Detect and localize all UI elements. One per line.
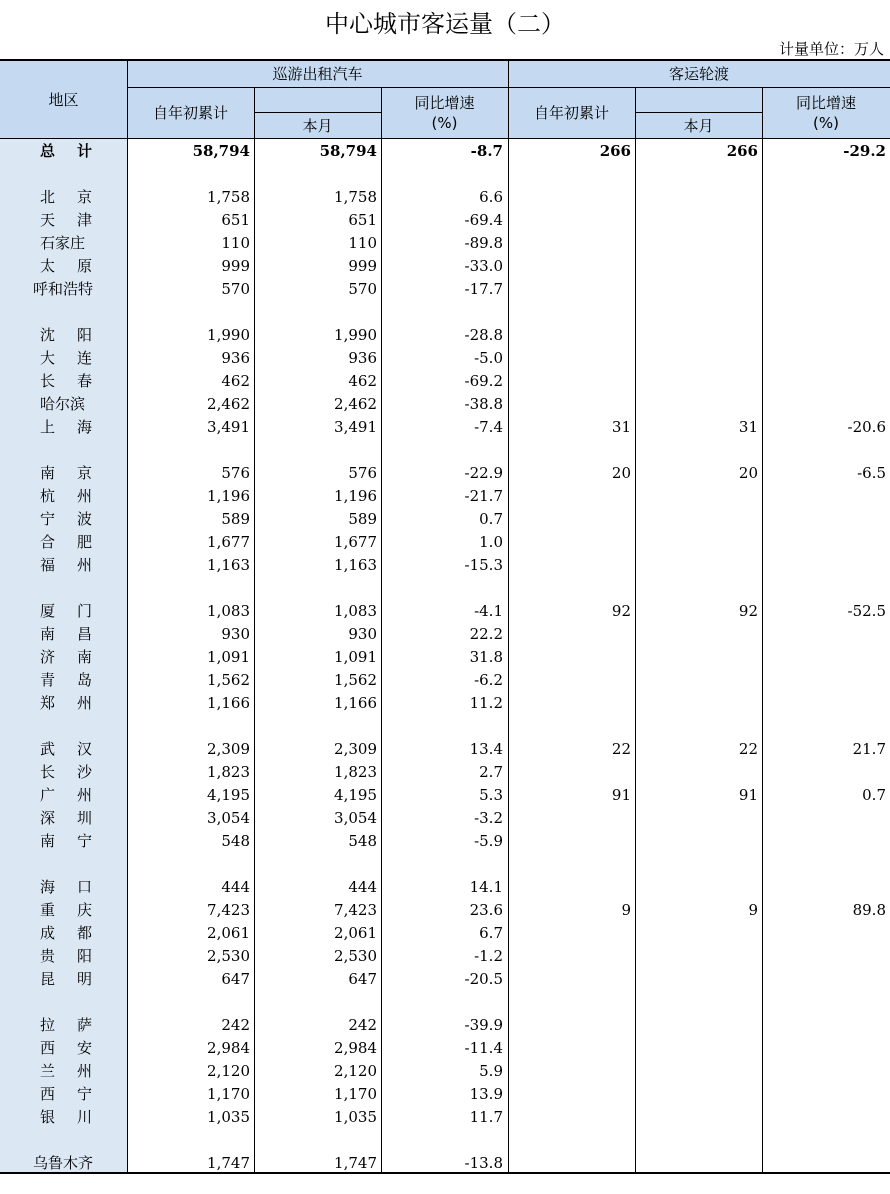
cell-b: 999 [348, 257, 377, 275]
cell-b: 2,530 [334, 947, 377, 965]
cell-b: 1,035 [334, 1108, 377, 1126]
table-row: 深 圳 3,054 3,054 -3.2 [40, 809, 503, 827]
cell-c: 6.6 [479, 188, 503, 206]
header-ferry-ytd-label: 自年初累计 [533, 103, 609, 122]
cell-f: -6.5 [857, 464, 886, 482]
cell-f: -29.2 [843, 142, 886, 160]
cell-c: -28.8 [464, 326, 503, 344]
cell-e: 266 [726, 142, 758, 160]
cell-b: 110 [348, 234, 377, 252]
cell-a: 570 [221, 280, 250, 298]
cell-c: 11.7 [469, 1108, 503, 1126]
cell-a: 999 [221, 257, 250, 275]
cell-a: 1,677 [207, 533, 250, 551]
cell-f: -52.5 [847, 602, 886, 620]
cell-b: 548 [348, 832, 377, 850]
table-row: 太 原 999 999 -33.0 [40, 257, 503, 275]
cell-a: 242 [221, 1016, 250, 1034]
cell-b: 242 [348, 1016, 377, 1034]
rule-top [0, 59, 890, 61]
cell-b: 1,990 [334, 326, 377, 344]
cell-f: 0.7 [862, 786, 886, 804]
header-ferry-yoy [762, 87, 890, 138]
cell-b: 1,196 [334, 487, 377, 505]
cell-a: 651 [221, 211, 250, 229]
cell-a: 2,984 [207, 1039, 250, 1057]
cell-b: 2,462 [334, 395, 377, 413]
table-row: 昆 明 647 647 -20.5 [40, 970, 503, 988]
cell-b: 1,562 [334, 671, 377, 689]
cell-c: -1.2 [474, 947, 503, 965]
table-row: 宁 波 589 589 0.7 [40, 510, 503, 528]
table-row: 武 汉 2,309 2,309 13.4 22 22 21.7 [40, 740, 886, 758]
cell-a: 1,990 [207, 326, 250, 344]
cell-c: -69.2 [464, 372, 503, 390]
table-row: 总 计 58,794 58,794 -8.7 266 266 -29.2 [40, 142, 886, 160]
cell-b: 930 [348, 625, 377, 643]
cell-c: -21.7 [464, 487, 503, 505]
cell-b: 3,054 [334, 809, 377, 827]
cell-d: 22 [611, 740, 631, 758]
cell-b: 1,170 [334, 1085, 377, 1103]
cell-a: 4,195 [207, 786, 250, 804]
header-taxi-ytd-label: 自年初累计 [152, 103, 228, 122]
cell-e: 20 [738, 464, 758, 482]
cell-d: 91 [611, 786, 631, 804]
header-ferry-yoy-pct: (%) [813, 113, 839, 132]
cell-b: 570 [348, 280, 377, 298]
cell-c: -15.3 [464, 556, 503, 574]
cell-c: 23.6 [469, 901, 503, 919]
header-taxi-yoy-pct: (%) [431, 113, 458, 132]
cell-c: -38.8 [464, 395, 503, 413]
cell-f: 89.8 [852, 901, 886, 919]
cell-a: 1,163 [207, 556, 250, 574]
table-row: 福 州 1,163 1,163 -15.3 [40, 556, 503, 574]
cell-d: 266 [599, 142, 631, 160]
cell-a: 930 [221, 625, 250, 643]
cell-a: 2,462 [207, 395, 250, 413]
header-taxi-month [254, 113, 381, 138]
cell-c: 13.4 [469, 740, 503, 758]
cell-d: 31 [611, 418, 631, 436]
cell-c: 13.9 [469, 1085, 503, 1103]
cell-b: 1,163 [334, 556, 377, 574]
table-row: 杭 州 1,196 1,196 -21.7 [40, 487, 503, 505]
table-row: 成 都 2,061 2,061 6.7 [40, 924, 503, 942]
table-row: 郑 州 1,166 1,166 11.2 [40, 694, 503, 712]
cell-b: 444 [348, 878, 377, 896]
cell-c: -4.1 [474, 602, 503, 620]
header-ferry [508, 61, 890, 87]
cell-a: 110 [221, 234, 250, 252]
cell-b: 2,984 [334, 1039, 377, 1057]
cell-b: 576 [348, 464, 377, 482]
cell-b: 58,794 [319, 142, 377, 160]
cell-c: 2.7 [479, 763, 503, 781]
cell-e: 91 [738, 786, 758, 804]
cell-c: -3.2 [474, 809, 503, 827]
table-row: 厦 门 1,083 1,083 -4.1 92 92 -52.5 [40, 602, 886, 620]
table-row: 长 春 462 462 -69.2 [40, 372, 503, 390]
cell-a: 2,530 [207, 947, 250, 965]
cell-b: 1,166 [334, 694, 377, 712]
cell-b: 2,120 [334, 1062, 377, 1080]
table-row: 沈 阳 1,990 1,990 -28.8 [40, 326, 503, 344]
cell-b: 1,677 [334, 533, 377, 551]
cell-a: 2,120 [207, 1062, 250, 1080]
header-ferry-gap [635, 87, 762, 113]
header-ferry-label: 客运轮渡 [668, 65, 729, 83]
cell-c: -33.0 [464, 257, 503, 275]
table-row: 哈尔滨 2,462 2,462 -38.8 [40, 395, 503, 413]
cell-a: 1,035 [207, 1108, 250, 1126]
cell-a: 2,061 [207, 924, 250, 942]
cell-a: 1,083 [207, 602, 250, 620]
cell-e: 31 [738, 418, 758, 436]
header-ferry-month-label: 本月 [683, 116, 714, 135]
cell-b: 1,083 [334, 602, 377, 620]
unit-label: 计量单位：万人 [778, 40, 884, 58]
cell-b: 2,061 [334, 924, 377, 942]
cell-a: 1,562 [207, 671, 250, 689]
cell-d: 92 [611, 602, 631, 620]
table-row: 银 川 1,035 1,035 11.7 [40, 1108, 503, 1126]
table-row: 合 肥 1,677 1,677 1.0 [40, 533, 503, 551]
cell-c: -8.7 [470, 142, 503, 160]
cell-a: 3,054 [207, 809, 250, 827]
cell-c: 11.2 [469, 694, 503, 712]
page-title: 中心城市客运量（二） [325, 10, 565, 38]
cell-c: 5.9 [479, 1062, 503, 1080]
table-row: 北 京 1,758 1,758 6.6 [40, 188, 503, 206]
header-taxi-yoy-label: 同比增速 [414, 93, 475, 112]
header-taxi-month-label: 本月 [302, 116, 333, 135]
cell-d: 9 [621, 901, 631, 919]
cell-a: 589 [221, 510, 250, 528]
cell-c: -39.9 [464, 1016, 503, 1034]
cell-a: 3,491 [207, 418, 250, 436]
cell-c: 14.1 [469, 878, 503, 896]
cell-a: 1,823 [207, 763, 250, 781]
table-row: 呼和浩特 570 570 -17.7 [33, 280, 503, 298]
header-ferry-ytd [508, 87, 635, 138]
header-region-label: 地区 [48, 90, 79, 109]
cell-c: -11.4 [464, 1039, 503, 1057]
cell-c: -20.5 [464, 970, 503, 988]
cell-a: 1,747 [207, 1154, 250, 1172]
cell-c: -89.8 [464, 234, 503, 252]
cell-a: 58,794 [192, 142, 250, 160]
cell-c: -13.8 [464, 1154, 503, 1172]
table-row: 南 昌 930 930 22.2 [40, 625, 503, 643]
cell-a: 462 [221, 372, 250, 390]
cell-a: 2,309 [207, 740, 250, 758]
header-region [0, 61, 127, 138]
cell-c: 1.0 [479, 533, 503, 551]
rule-header-bottom [0, 138, 890, 139]
table-row: 长 沙 1,823 1,823 2.7 [40, 763, 503, 781]
cell-c: 0.7 [479, 510, 503, 528]
cell-c: -5.0 [474, 349, 503, 367]
cell-a: 647 [221, 970, 250, 988]
rule-header-2a [254, 112, 381, 113]
table-row: 青 岛 1,562 1,562 -6.2 [40, 671, 503, 689]
cell-e: 9 [748, 901, 758, 919]
cell-c: -6.2 [474, 671, 503, 689]
table-row: 上 海 3,491 3,491 -7.4 31 31 -20.6 [40, 418, 886, 436]
cell-b: 589 [348, 510, 377, 528]
header-taxi-yoy [381, 87, 508, 138]
cell-b: 1,747 [334, 1154, 377, 1172]
cell-b: 1,823 [334, 763, 377, 781]
cell-c: -7.4 [474, 418, 503, 436]
header-taxi [127, 61, 508, 87]
cell-a: 1,196 [207, 487, 250, 505]
header-taxi-gap [254, 87, 381, 113]
cell-b: 936 [348, 349, 377, 367]
cell-b: 1,758 [334, 188, 377, 206]
cell-d: 20 [611, 464, 631, 482]
cell-c: -17.7 [464, 280, 503, 298]
table-row: 西 宁 1,170 1,170 13.9 [40, 1085, 503, 1103]
table-row: 重 庆 7,423 7,423 23.6 9 9 89.8 [40, 901, 886, 919]
table-row: 石家庄 110 110 -89.8 [40, 234, 503, 252]
table-row: 济 南 1,091 1,091 31.8 [40, 648, 503, 666]
cell-c: 6.7 [479, 924, 503, 942]
table-row: 南 宁 548 548 -5.9 [40, 832, 503, 850]
cell-a: 1,091 [207, 648, 250, 666]
cell-a: 576 [221, 464, 250, 482]
cell-a: 444 [221, 878, 250, 896]
cell-a: 936 [221, 349, 250, 367]
cell-b: 651 [348, 211, 377, 229]
cell-c: 22.2 [469, 625, 503, 643]
cell-c: -22.9 [464, 464, 503, 482]
table-row: 兰 州 2,120 2,120 5.9 [40, 1062, 503, 1080]
cell-b: 2,309 [334, 740, 377, 758]
cell-f: 21.7 [852, 740, 886, 758]
cell-a: 1,170 [207, 1085, 250, 1103]
table-row: 海 口 444 444 14.1 [40, 878, 503, 896]
cell-b: 647 [348, 970, 377, 988]
table-row: 广 州 4,195 4,195 5.3 91 91 0.7 [40, 786, 886, 804]
table-row: 贵 阳 2,530 2,530 -1.2 [40, 947, 503, 965]
cell-e: 22 [738, 740, 758, 758]
cell-c: -5.9 [474, 832, 503, 850]
cell-a: 1,758 [207, 188, 250, 206]
table-row: 南 京 576 576 -22.9 20 20 -6.5 [40, 464, 886, 482]
rule-header-2b [635, 112, 762, 113]
cell-b: 462 [348, 372, 377, 390]
cell-a: 7,423 [207, 901, 250, 919]
cell-c: 31.8 [469, 648, 503, 666]
cell-c: 5.3 [479, 786, 503, 804]
table-row: 乌鲁木齐 1,747 1,747 -13.8 [33, 1154, 503, 1172]
cell-b: 7,423 [334, 901, 377, 919]
header-taxi-label: 巡游出租汽车 [272, 65, 363, 83]
header-ferry-month [635, 113, 762, 138]
cell-c: -69.4 [464, 211, 503, 229]
cell-a: 1,166 [207, 694, 250, 712]
cell-b: 3,491 [334, 418, 377, 436]
cell-a: 548 [221, 832, 250, 850]
table-row: 大 连 936 936 -5.0 [40, 349, 503, 367]
header-taxi-ytd [127, 87, 254, 138]
cell-b: 4,195 [334, 786, 377, 804]
cell-e: 92 [738, 602, 758, 620]
header-ferry-yoy-label: 同比增速 [795, 93, 856, 112]
table-row: 拉 萨 242 242 -39.9 [40, 1016, 503, 1034]
table-row: 西 安 2,984 2,984 -11.4 [40, 1039, 503, 1057]
table-row: 天 津 651 651 -69.4 [40, 211, 503, 229]
cell-b: 1,091 [334, 648, 377, 666]
cell-f: -20.6 [847, 418, 886, 436]
